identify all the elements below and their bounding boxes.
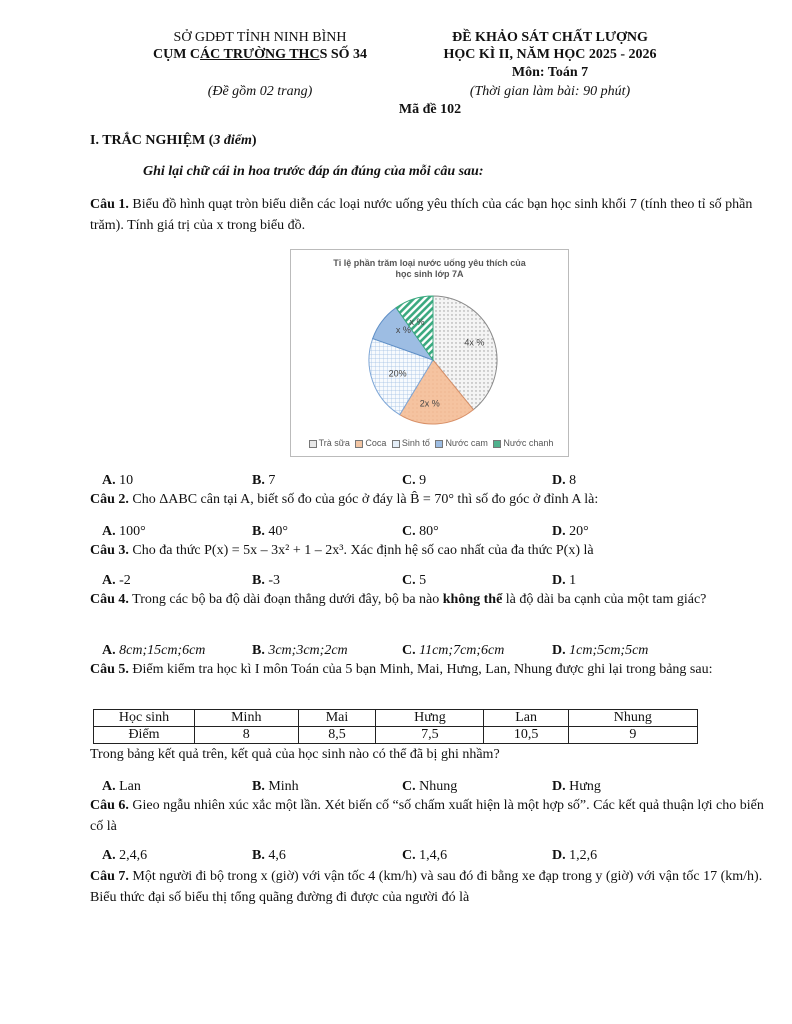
table-cell: Điểm — [94, 727, 195, 744]
table-header: Lan — [484, 710, 568, 727]
question-2: Câu 2. Cho ΔABC cân tại A, biết số đo của góc ở đáy là B̂ = 70° thì số đo góc ở đỉnh A là: — [90, 492, 599, 507]
table-header-row — [94, 710, 698, 727]
q6-option-b[interactable]: B. 4,6 — [252, 848, 286, 863]
score-table — [93, 709, 698, 744]
q4-option-b[interactable]: B. 3cm;3cm;2cm — [252, 643, 348, 658]
table-header: Hưng — [376, 710, 484, 727]
question-1: Câu 1. Biểu đồ hình quạt tròn biểu diễn các loại nước uống yêu thích của các bạn học sinh khối 7 (tính theo tỉ số phần trăm). Tính giá trị của x trong biểu đồ. — [90, 197, 753, 233]
chart-legend — [291, 438, 568, 448]
q2-option-a[interactable]: A. 100° — [102, 524, 146, 539]
table-header: Nhung — [568, 710, 697, 727]
q4-option-c[interactable]: C. 11cm;7cm;6cm — [402, 643, 505, 658]
pie-label-tra-sua: 4x % — [464, 337, 485, 348]
pie-label-sinh-to: 20% — [388, 368, 407, 379]
q2-option-c[interactable]: C. 80° — [402, 524, 439, 539]
q5-option-d[interactable]: D. Hưng — [552, 779, 601, 794]
legend-swatch-tra-sua — [309, 440, 317, 448]
legend-nuoc-chanh: Nước chanh — [503, 438, 554, 448]
school-year: HỌC KÌ II, NĂM HỌC 2025 - 2026 — [443, 47, 657, 62]
q2-option-d[interactable]: D. 20° — [552, 524, 589, 539]
q6-option-c[interactable]: C. 1,4,6 — [402, 848, 448, 863]
subject: Môn: Toán 7 — [511, 65, 589, 80]
legend-coca: Coca — [365, 438, 387, 448]
q3-option-b[interactable]: B. -3 — [252, 573, 281, 588]
q1-option-c[interactable]: C. 9 — [402, 473, 427, 488]
section-title: I. TRẮC NGHIỆM (3 điểm) — [90, 133, 257, 148]
question-7: Câu 7. Một người đi bộ trong x (giờ) với vận tốc 4 (km/h) và sau đó đi bằng xe đạp trong y (giờ) với vận tốc 17 (km/h). Biểu thức đại số biểu thị tổng quãng đường đi được của người đó là — [90, 869, 763, 905]
q6-option-d[interactable]: D. 1,2,6 — [552, 848, 598, 863]
pie-label-coca: 2x % — [419, 398, 440, 409]
table-cell: 8,5 — [298, 727, 376, 744]
q6-option-a[interactable]: A. 2,4,6 — [102, 848, 148, 863]
q5-option-a[interactable]: A. Lan — [102, 779, 141, 794]
q5-option-c[interactable]: C. Nhung — [402, 779, 458, 794]
table-cell: 7,5 — [376, 727, 484, 744]
q3-option-c[interactable]: C. 5 — [402, 573, 427, 588]
question-5-followup: Trong bảng kết quả trên, kết quả của học sinh nào có thể đã bị ghi nhầm? — [90, 747, 500, 762]
q1-option-a[interactable]: A. 10 — [102, 473, 134, 488]
section-instruction: Ghi lại chữ cái in hoa trước đáp án đúng của mỗi câu sau: — [143, 164, 484, 179]
page-count-note: (Đề gồm 02 trang) — [207, 84, 313, 99]
question-3: Câu 3. Cho đa thức P(x) = 5x – 3x² + 1 – 2x³. Xác định hệ số cao nhất của đa thức P(x) là — [90, 543, 594, 558]
question-5: Câu 5. Điểm kiểm tra học kì I môn Toán của 5 bạn Minh, Mai, Hưng, Lan, Nhung được ghi lại trong bảng sau: — [90, 662, 713, 677]
table-cell: 10,5 — [484, 727, 568, 744]
table-header: Mai — [298, 710, 376, 727]
legend-swatch-sinh-to — [392, 440, 400, 448]
q4-option-a[interactable]: A. 8cm;15cm;6cm — [102, 643, 206, 658]
table-cell: 8 — [195, 727, 299, 744]
q1-option-b[interactable]: B. 7 — [252, 473, 276, 488]
pie-svg — [291, 250, 568, 435]
pie-label-nuoc-cam: x % — [395, 325, 411, 336]
table-cell: 9 — [568, 727, 697, 744]
question-6: Câu 6. Gieo ngẫu nhiên xúc xắc một lần. Xét biến cố “số chấm xuất hiện là một hợp số”. Các kết quả thuận lợi cho biến cố là — [90, 798, 764, 834]
time-limit: (Thời gian làm bài: 90 phút) — [469, 84, 631, 99]
table-row — [94, 727, 698, 744]
chart-title-line2: học sinh lớp 7A — [395, 269, 464, 279]
q4-option-d[interactable]: D. 1cm;5cm;5cm — [552, 643, 649, 658]
table-header: Học sinh — [94, 710, 195, 727]
legend-swatch-coca — [355, 440, 363, 448]
q3-option-a[interactable]: A. -2 — [102, 573, 131, 588]
table-header: Minh — [195, 710, 299, 727]
chart-title-line1: Tỉ lệ phần trăm loại nước uống yêu thích của — [333, 258, 526, 268]
q1-option-d[interactable]: D. 8 — [552, 473, 577, 488]
school-department: SỞ GDĐT TỈNH NINH BÌNH — [173, 30, 347, 45]
q3-option-d[interactable]: D. 1 — [552, 573, 577, 588]
legend-nuoc-cam: Nước cam — [445, 438, 488, 448]
legend-swatch-nuoc-chanh — [493, 440, 501, 448]
school-cluster: CỤM CÁC TRƯỜNG THCS SỐ 34 — [152, 47, 368, 62]
legend-tra-sua: Trà sữa — [318, 438, 350, 448]
legend-swatch-nuoc-cam — [435, 440, 443, 448]
legend-sinh-to: Sinh tố — [401, 438, 430, 448]
pie-label-nuoc-chanh: x % — [409, 317, 425, 328]
q5-option-b[interactable]: B. Minh — [252, 779, 299, 794]
exam-code: Mã đề 102 — [398, 102, 462, 117]
question-4: Câu 4. Trong các bộ ba độ dài đoạn thẳng dưới đây, bộ ba nào không thể là độ dài ba cạnh của một tam giác? — [90, 592, 707, 607]
exam-title: ĐỀ KHẢO SÁT CHẤT LƯỢNG — [452, 30, 648, 45]
pie-chart — [290, 249, 569, 457]
q2-option-b[interactable]: B. 40° — [252, 524, 288, 539]
